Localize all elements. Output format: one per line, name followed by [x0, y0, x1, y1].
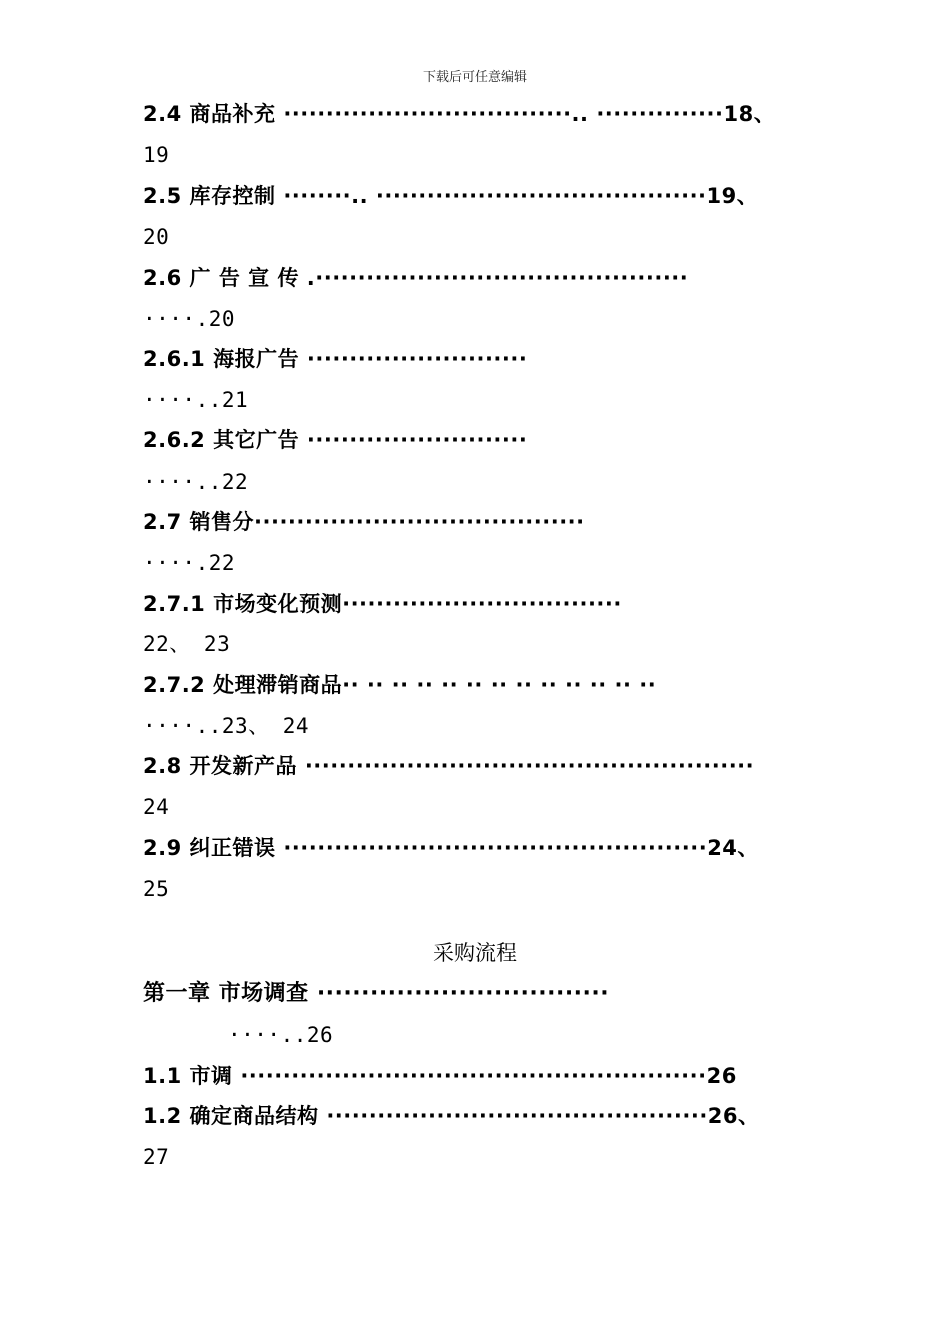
toc-entry-2-9: 2.9 纠正错误 ··················································24、 [143, 836, 759, 860]
toc-entry-2-4-page: 19 [143, 143, 170, 167]
header-note: 下载后可任意编辑 [422, 70, 527, 85]
toc-entry-2-7-2-page: ····..23、 24 [143, 714, 310, 738]
toc-entry-2-7: 2.7 销售分······································· [143, 510, 585, 534]
toc-entry-1-2-page: 27 [143, 1145, 170, 1169]
toc-entry-2-6-2-page: ····..22 [143, 470, 249, 494]
toc-entry-2-9-page: 25 [143, 877, 170, 901]
toc-entry-2-7-1: 2.7.1 市场变化预测································· [143, 592, 622, 616]
toc-entry-2-5-page: 20 [143, 225, 170, 249]
toc-entry-2-4: 2.4 商品补充 ··································.. ···············18、 [143, 102, 776, 126]
toc-entry-2-6-page: ····.20 [143, 307, 236, 331]
toc-entry-2-6: 2.6 广 告 宣 传 .············································ [143, 266, 689, 290]
toc-entry-2-8: 2.8 开发新产品 ····················································· [143, 754, 755, 778]
section-title: 采购流程 [433, 941, 517, 965]
toc-entry-2-7-1-page: 22、 23 [143, 632, 231, 656]
toc-chapter-1: 第一章 市场调查 ································· [143, 981, 610, 1006]
toc-entry-2-6-1: 2.6.1 海报广告 ·························· [143, 347, 528, 371]
toc-entry-2-7-page: ····.22 [143, 551, 236, 575]
toc-entry-2-6-2: 2.6.2 其它广告 ·························· [143, 428, 528, 452]
toc-entry-2-5: 2.5 库存控制 ········.. ·······································19、 [143, 184, 759, 208]
toc-entry-2-8-page: 24 [143, 795, 170, 819]
toc-entry-2-6-1-page: ····..21 [143, 388, 249, 412]
toc-chapter-1-page: ····..26 [228, 1023, 334, 1047]
toc-entry-2-7-2: 2.7.2 处理滞销商品·· ·· ·· ·· ·· ·· ·· ·· ·· ·· ·· ·· ·· [143, 673, 657, 697]
toc-entry-1-2: 1.2 确定商品结构 ·············································26、 [143, 1104, 760, 1128]
toc-entry-1-1: 1.1 市调 ·······················································26 [143, 1064, 737, 1088]
